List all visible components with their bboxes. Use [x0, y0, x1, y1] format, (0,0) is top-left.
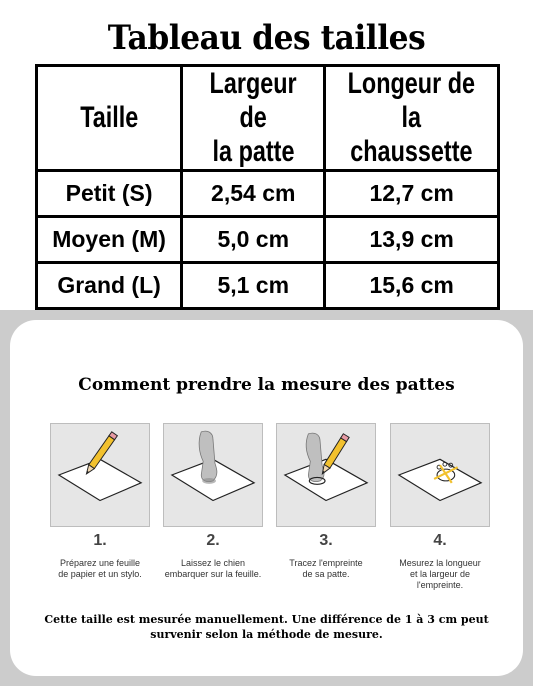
cell-length: 13,9 cm	[325, 217, 499, 263]
measurement-guide-card	[10, 320, 523, 676]
step-4-illustration	[390, 423, 490, 527]
table-row	[37, 217, 499, 263]
step-1-text: Préparez une feuille de papier et un stylo.	[58, 558, 142, 579]
measure-paw-icon	[391, 424, 489, 526]
cell-size: Moyen (M)	[37, 217, 182, 263]
cell-width: 5,1 cm	[182, 263, 325, 309]
cell-width: 2,54 cm	[182, 171, 325, 217]
howto-title: Comment prendre la mesure des pattes	[78, 375, 455, 395]
step-2-number: 2.	[206, 532, 220, 549]
step-3-illustration	[276, 423, 376, 527]
cell-size: Grand (L)	[37, 263, 182, 309]
page-title: Tableau des tailles	[107, 18, 426, 58]
cell-size: Petit (S)	[37, 171, 182, 217]
measurement-note: Cette taille est mesurée manuellement. Une différence de 1 à 3 cm peut survenir selon la méthode de mesure.	[44, 613, 489, 641]
step-4-number: 4.	[433, 532, 447, 549]
header-size: Taille	[37, 66, 182, 171]
header-paw-width: Largeur de la patte	[182, 66, 325, 171]
step-1-illustration	[50, 423, 150, 527]
step-2-illustration	[163, 423, 263, 527]
table-row	[37, 171, 499, 217]
cell-width: 5,0 cm	[182, 217, 325, 263]
table-row	[37, 263, 499, 309]
table-header-row	[37, 66, 499, 171]
cell-length: 15,6 cm	[325, 263, 499, 309]
header-sock-length: Longeur de la chaussette	[325, 66, 499, 171]
paper-pencil-icon	[51, 424, 149, 526]
step-3-number: 3.	[319, 532, 333, 549]
size-chart-section	[0, 0, 533, 310]
cell-length: 12,7 cm	[325, 171, 499, 217]
step-1-number: 1.	[93, 532, 107, 549]
trace-paw-icon	[277, 424, 375, 526]
step-4-text: Mesurez la longueur et la largeur de l'empreinte.	[399, 558, 481, 590]
size-table	[35, 64, 500, 310]
step-3-text: Tracez l'empreinte de sa patte.	[289, 558, 363, 579]
step-2-text: Laissez le chien embarquer sur la feuille.	[164, 558, 262, 579]
dog-paw-on-paper-icon	[164, 424, 262, 526]
